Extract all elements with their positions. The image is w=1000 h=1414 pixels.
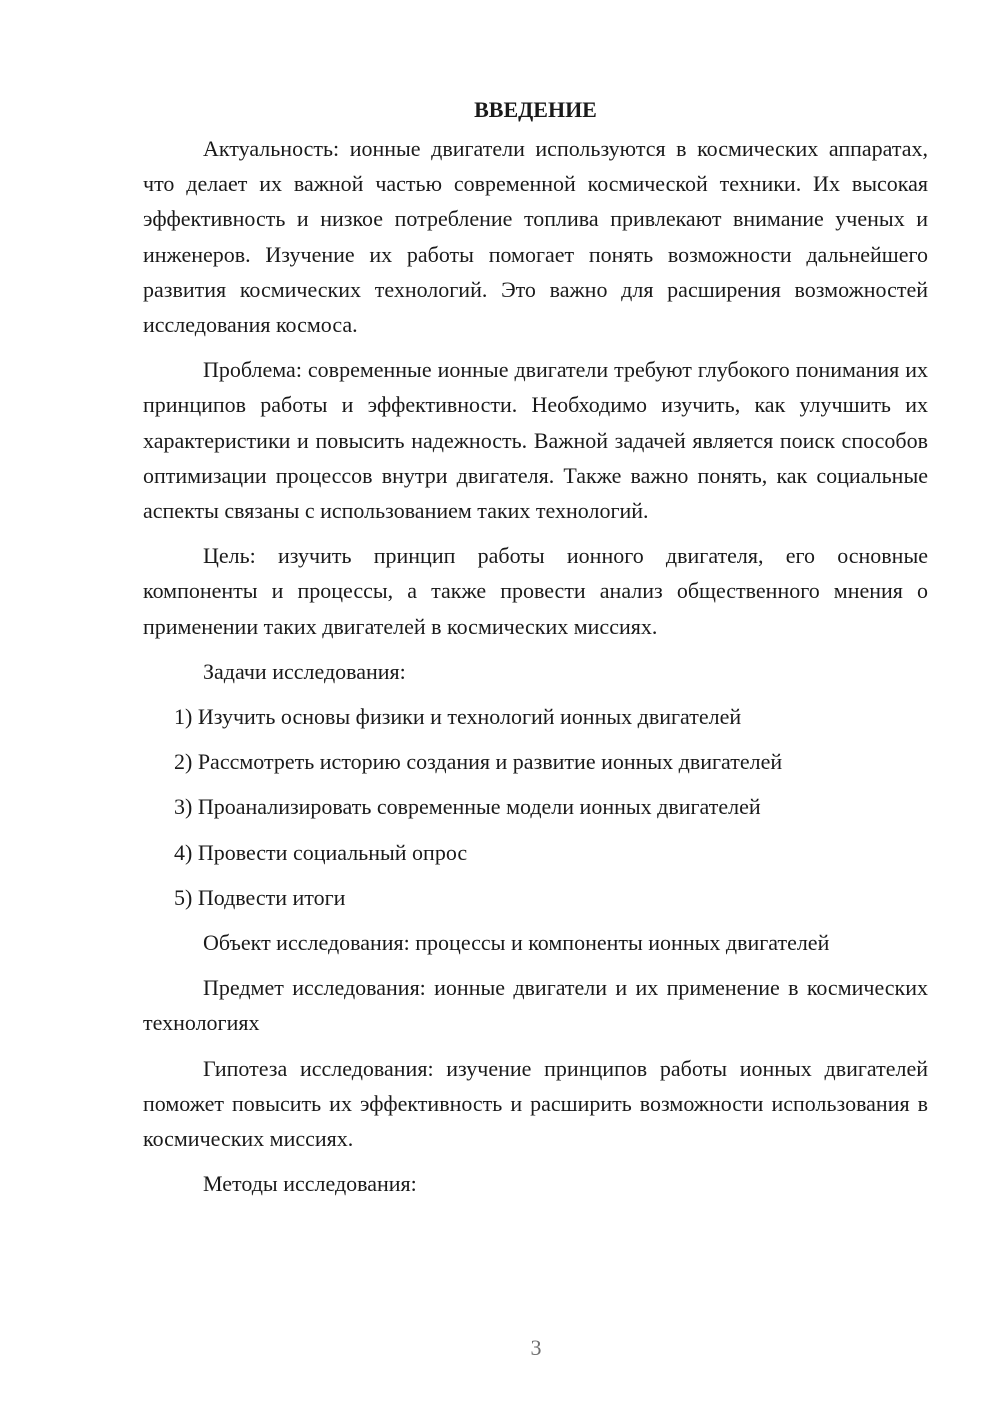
tasks-list (143, 699, 928, 915)
page-number: 3 (530, 1335, 542, 1360)
list-item: 5) Подвести итоги (174, 884, 346, 910)
paragraph-methods: Методы исследования: (203, 1171, 417, 1197)
list-item: 2) Рассмотреть историю создания и развитие ионных двигателей (174, 749, 783, 775)
list-item: 1) Изучить основы физики и технологий ионных двигателей (174, 704, 742, 730)
paragraph-relevance: Актуальность: ионные двигатели используются в космических аппаратах, что делает их важной частью современной космической техники. Их высокая эффективность и низкое потребление топлива привлекают внимание ученых и инженеров. Изучение их работы помогает понять возможности дальнейшего развития космических технологий. Это важно для расширения возможностей исследования космоса. (143, 136, 928, 338)
paragraph-hypothesis: Гипотеза исследования: изучение принципов работы ионных двигателей поможет повысить их эффективность и расширить возможности использования в космических миссиях. (143, 1055, 928, 1152)
tasks-label: Задачи исследования: (203, 658, 406, 684)
paragraph-object: Объект исследования: процессы и компоненты ионных двигателей (203, 930, 830, 956)
paragraph-subject: Предмет исследования: ионные двигатели и их применение в космических технологиях (143, 975, 928, 1036)
list-item: 3) Проанализировать современные модели ионных двигателей (174, 794, 761, 820)
paragraph-goal: Цель: изучить принцип работы ионного двигателя, его основные компоненты и процессы, а также провести анализ общественного мнения о применении таких двигателей в космических миссиях. (143, 543, 928, 639)
section-title: ВВЕДЕНИЕ (474, 97, 597, 122)
page-content (143, 92, 928, 1211)
paragraph-problem: Проблема: современные ионные двигатели требуют глубокого понимания их принципов работы и эффективности. Необходимо изучить, как улучшить их характеристики и повысить надежность. Важной задачей является поиск способов оптимизации процессов внутри двигателя. Также важно понять, как социальные аспекты связаны с использованием таких технологий. (143, 357, 928, 524)
list-item: 4) Провести социальный опрос (174, 839, 468, 865)
